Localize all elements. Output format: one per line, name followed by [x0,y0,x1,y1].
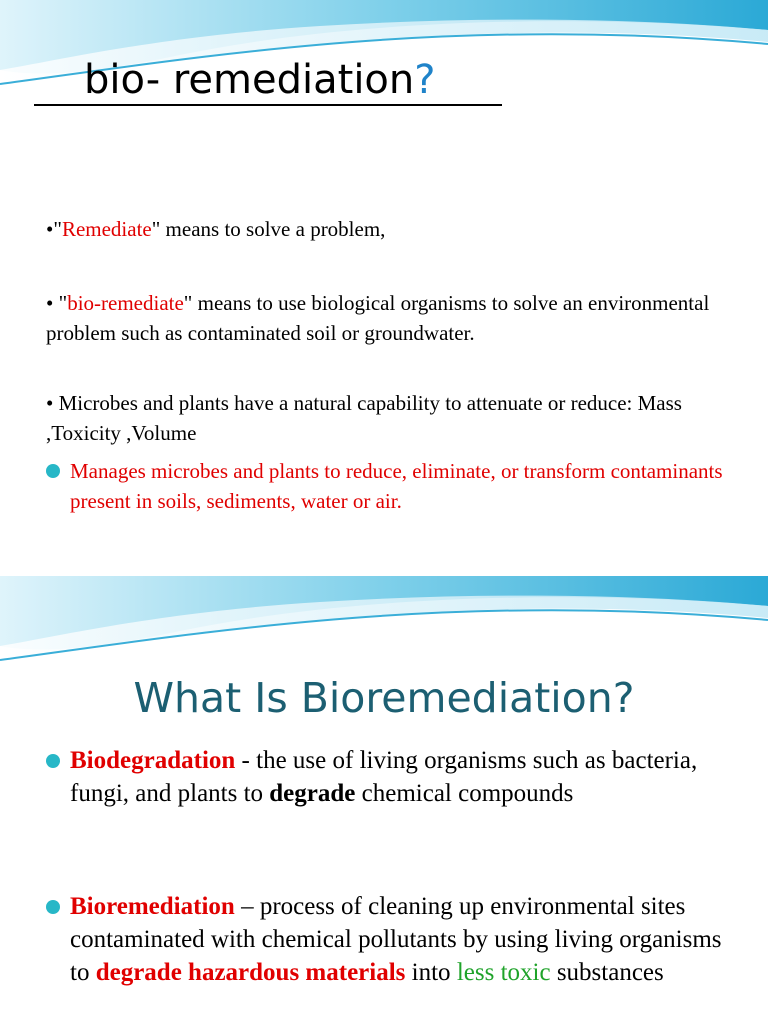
bullet-dot-icon [46,754,60,768]
paragraph-bio-remediate: • "bio-remediate" means to use biological organisms to solve an environmental problem such as contaminated soil or groundwater. [46,291,710,345]
term-remediate: Remediate [61,217,152,241]
term-degrade: degrade [269,780,356,807]
title-underline [34,104,502,106]
bullet-dot-icon [46,464,60,478]
slide-2 [0,576,768,1024]
term-bio-remediate: bio-remediate [67,291,184,315]
bullet-dot-icon [46,900,60,914]
term-degrade-hazardous: degrade hazardous materials [95,959,406,986]
bullet-biodegradation: Biodegradation - the use of living organisms such as bacteria, fungi, and plants to degrade chemical compounds [46,744,746,810]
slide-1-title [34,54,436,106]
slide-2-title: What Is Bioremediation? [133,674,635,722]
bullet-bioremediation: Bioremediation – process of cleaning up environmental sites contaminated with chemical pollutants by using living organisms to degrade hazardous materials into less toxic substances [46,890,746,989]
title-question-mark: ? [414,57,436,103]
wave-header-decoration [0,576,768,666]
title-text: bio- remediation [84,57,415,103]
paragraph-microbes: • Microbes and plants have a natural capability to attenuate or reduce: Mass ,Toxicity ,Volume [46,391,682,445]
bullet-manages: Manages microbes and plants to reduce, eliminate, or transform contaminants present in soils, sediments, water or air. [46,456,746,516]
term-biodegradation: Biodegradation [70,747,236,774]
term-bioremediation: Bioremediation [70,893,235,920]
term-less-toxic: less toxic [456,959,551,986]
paragraph-remediate: •"Remediate" means to solve a problem, [46,217,386,241]
